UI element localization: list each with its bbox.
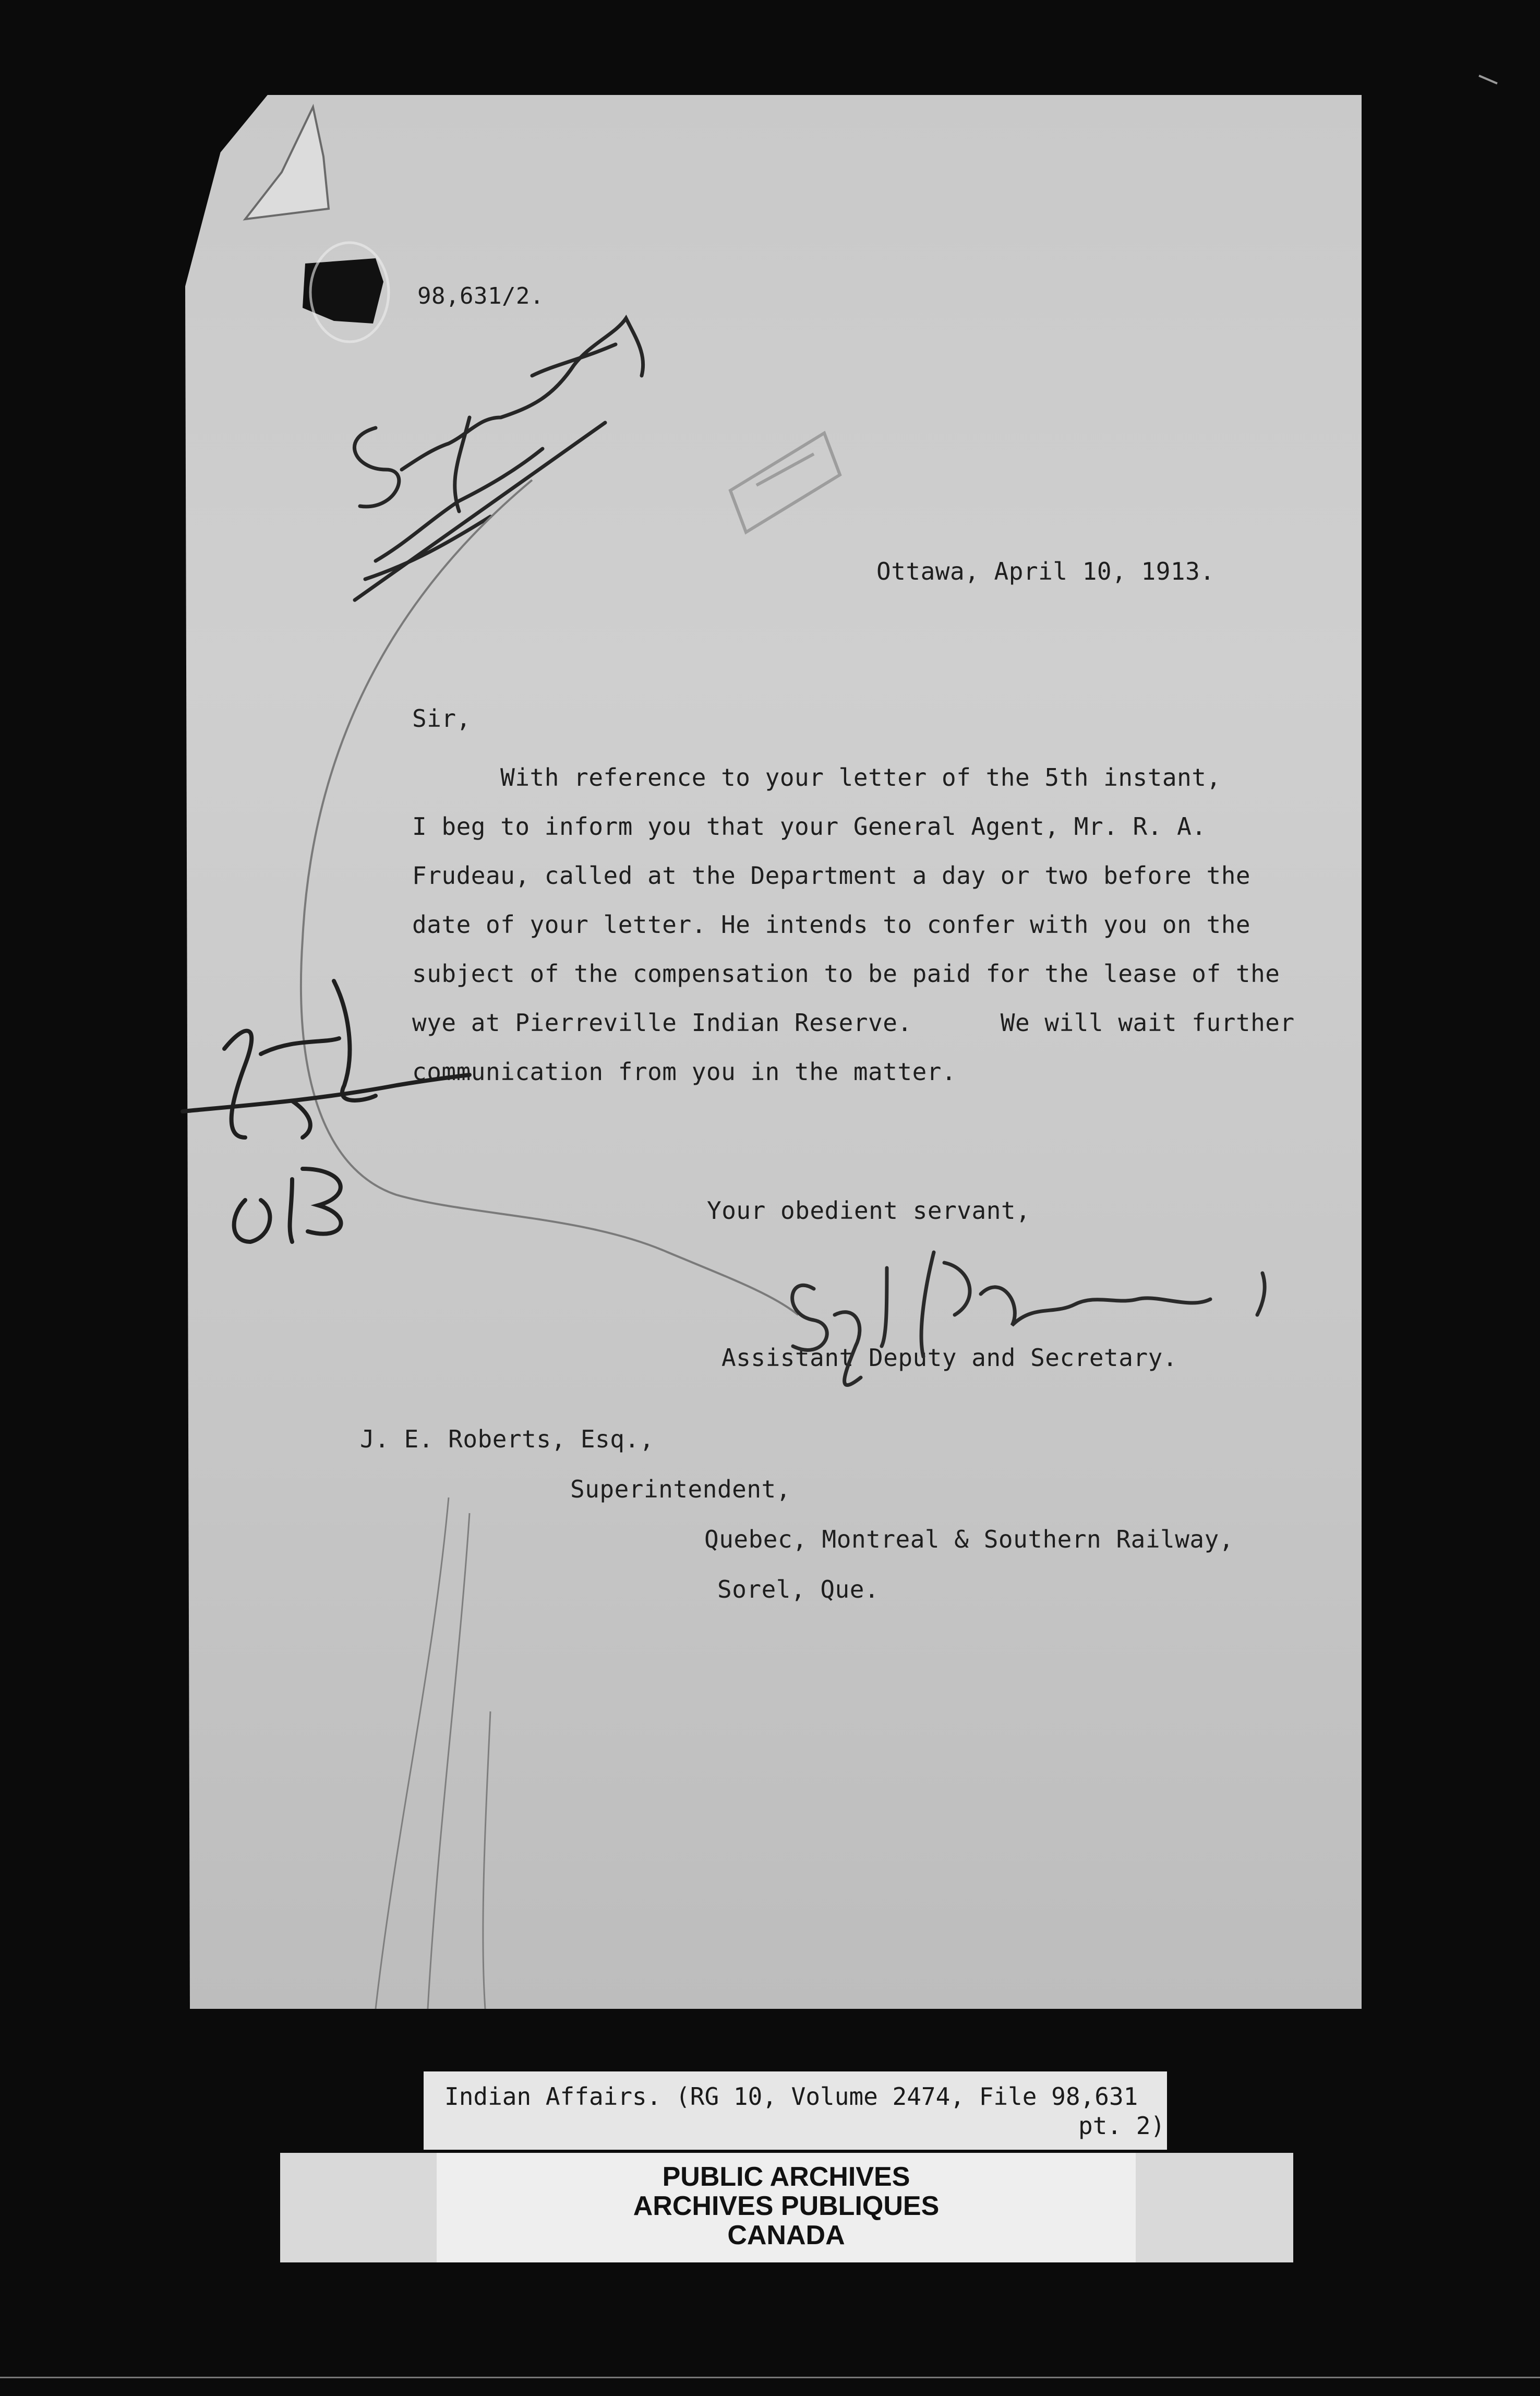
body-line: wye at Pierreville Indian Reserve. We will wait further <box>412 1009 1295 1037</box>
recipient-title: Superintendent, <box>570 1475 791 1503</box>
bottom-rule <box>0 2377 1540 2378</box>
date-line: Ottawa, April 10, 1913. <box>876 557 1215 585</box>
body-line: Frudeau, called at the Department a day or two before the <box>412 861 1251 890</box>
archive-stamp-line2: ARCHIVES PUBLIQUES <box>633 2191 940 2221</box>
signatory-title: Assistant Deputy and Secretary. <box>721 1344 1178 1372</box>
body-line: With reference to your letter of the 5th instant, <box>412 763 1221 792</box>
closing: Your obedient servant, <box>707 1196 1031 1225</box>
archive-stamp-strip <box>280 2153 1293 2262</box>
recipient-name: J. E. Roberts, Esq., <box>360 1425 654 1453</box>
body-line: subject of the compensation to be paid for the lease of the <box>412 960 1280 988</box>
body-line: communication from you in the matter. <box>412 1058 957 1086</box>
salutation: Sir, <box>412 704 471 733</box>
archive-stamp <box>437 2153 1136 2262</box>
body-line: date of your letter. He intends to confer with you on the <box>412 911 1251 939</box>
recipient-location: Sorel, Que. <box>717 1575 880 1603</box>
archive-stamp-line1: PUBLIC ARCHIVES <box>662 2162 910 2192</box>
recipient-company: Quebec, Montreal & Southern Railway, <box>704 1525 1234 1553</box>
archive-reference-card <box>424 2071 1167 2150</box>
archive-stamp-line3: CANADA <box>727 2220 845 2250</box>
archive-reference-line2: pt. 2) <box>1078 2112 1165 2140</box>
file-number: 98,631/2. <box>417 283 544 309</box>
archive-reference-line1: Indian Affairs. (RG 10, Volume 2474, File 98,631 <box>444 2082 1138 2111</box>
body-line: I beg to inform you that your General Agent, Mr. R. A. <box>412 812 1207 841</box>
